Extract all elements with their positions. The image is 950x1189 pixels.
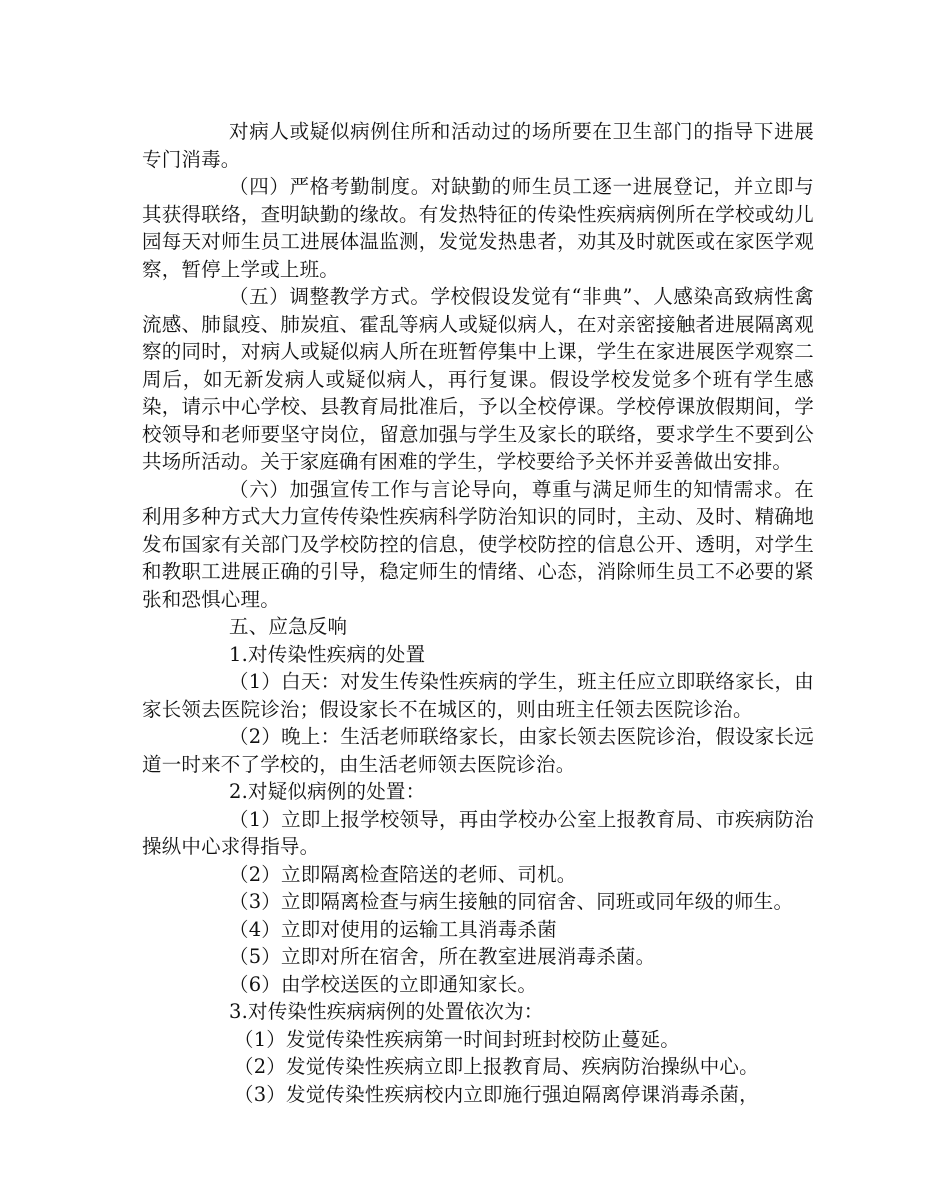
- paragraph-disinfection: 对病人或疑似病例住所和活动过的场所要在卫生部门的指导下进展专门消毒。: [142, 120, 814, 171]
- section-heading-emergency-response: 五、应急反响: [229, 615, 348, 638]
- paragraph-daytime: （1）白天：对发生传染性疾病的学生，班主任应立即联络家长，由家长领去医院诊治；假设家长不在城区的，则由班主任领去医院诊治。: [142, 670, 814, 721]
- paragraph-night: （2）晚上：生活老师联络家长，由家长领去医院诊治，假设家长远道一时来不了学校的，由生活老师领去医院诊治。: [142, 725, 814, 776]
- paragraph-attendance: （四）严格考勤制度。对缺勤的师生员工逐一进展登记，并立即与其获得联络，查明缺勤的缘故。有发热特征的传染性疾病病例所在学校或幼儿园每天对师生员工进展体温监测，发觉发热患者，劝其及时就医或在家医学观察，暂停上学或上班。: [142, 175, 814, 281]
- list-item: （4）立即对使用的运输工具消毒杀菌: [229, 917, 557, 941]
- document-body: [142, 118, 814, 1108]
- list-item: （3）发觉传染性疾病校内立即施行强迫隔离停课消毒杀菌，: [234, 1082, 759, 1106]
- list-item: （5）立即对所在宿舍，所在教室进展消毒杀菌。: [229, 945, 656, 968]
- paragraph-teaching-mode: （五）调整教学方式。学校假设发觉有“非典”、人感染高致病性禽流感、肺鼠疫、肺炭疽、霍乱等病人或疑似病人，在对亲密接触者进展隔离观察的同时，对病人或疑似病人所在班暂停集中上课，学生在家进展医学观察二周后，如无新发病人或疑似病人，再行复课。假设学校发觉多个班有学生感染，请示中心学校、县教育局批准后，予以全校停课。学校停课放假期间，学校领导和老师要坚守岗位，留意加强与学生及家长的联络，要求学生不要到公共场所活动。关于家庭确有困难的学生，学校要给予关怀并妥善做出安排。: [142, 285, 814, 473]
- subheading-suspected-case-handling: 2.对疑似病例的处置：: [229, 780, 426, 803]
- paragraph-publicity: （六）加强宣传工作与言论导向，尊重与满足师生的知情需求。在利用多种方式大力宣传传染性疾病科学防治知识的同时，主动、及时、精确地发布国家有关部门及学校防控的信息，使学校防控的信息公开、透明，对学生和教职工进展正确的引导，稳定师生的情绪、心态，消除师生员工不必要的紧张和恐惧心理。: [142, 477, 814, 611]
- list-item: （2）发觉传染性疾病立即上报教育局、疾病防治操纵中心。: [234, 1055, 759, 1078]
- list-item: （1）发觉传染性疾病第一时间封班封校防止蔓延。: [234, 1027, 681, 1051]
- subheading-infectious-disease-handling: 1.对传染性疾病的处置: [229, 642, 426, 666]
- list-item: （3）立即隔离检查与病生接触的同宿舍、同班或同年级的师生。: [229, 890, 794, 913]
- subheading-case-handling-order: 3.对传染性疾病病例的处置依次为：: [229, 1000, 544, 1023]
- list-item: （6）由学校送医的立即通知家长。: [229, 972, 538, 996]
- list-item: （2）立即隔离检查陪送的老师、司机。: [229, 862, 577, 886]
- list-item: （1）立即上报学校领导，再由学校办公室上报教育局、市疾病防治操纵中心求得指导。: [142, 807, 814, 858]
